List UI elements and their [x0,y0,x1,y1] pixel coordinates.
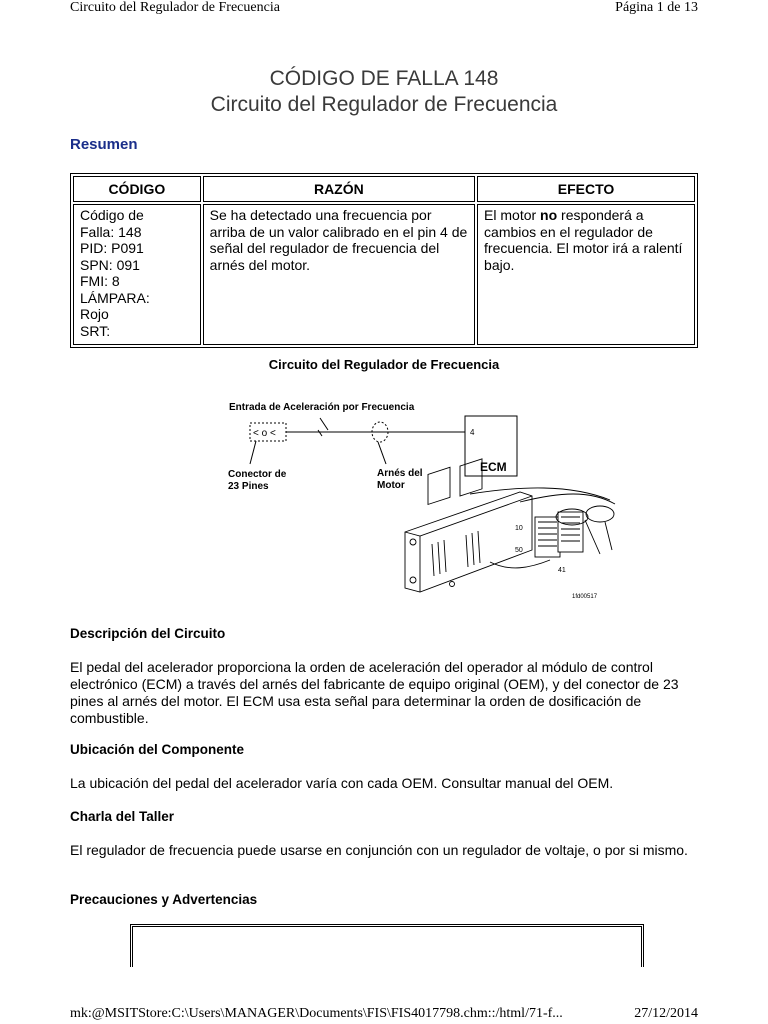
harness-label-line1: Arnés del [377,468,423,479]
page-footer [70,1006,698,1024]
footer-date: 27/12/2014 [634,1006,698,1021]
ecm-module-illustration [405,459,615,592]
circuit-diagram [220,392,620,608]
codigo-cell [73,204,201,345]
table-row [73,204,695,345]
precauciones-heading: Precauciones y Advertencias [70,892,258,907]
column-header-codigo: CÓDIGO [73,176,201,202]
input-label: Entrada de Aceleración por Frecuencia [229,402,415,413]
title-block [0,66,768,118]
codigo-line: LÁMPARA: [80,289,150,306]
diagram-ref-code: 1fd00517 [572,594,598,600]
connector-label-line2: 23 Pines [228,481,269,492]
charla-text: El regulador de frecuencia puede usarse en conjunción con un regulador de voltaje, o por si mismo. [70,842,688,858]
footer-path: mk:@MSITStore:C:\Users\MANAGER\Documents\FIS\FIS4017798.chm::/html/71-f... [70,1006,563,1021]
page-title: CÓDIGO DE FALLA 148 [269,67,499,90]
fault-summary-table [70,173,698,348]
pin-10-label: 10 [515,525,523,532]
codigo-line: Rojo [80,306,109,322]
page-header [70,0,698,20]
efecto-text-post: responderá a cambios en el regulador de frecuencia. El motor irá a ralentí bajo. [484,207,683,273]
charla-heading: Charla del Taller [70,809,175,824]
codigo-line: SRT: [80,322,111,339]
codigo-line: SPN: 091 [80,256,140,273]
efecto-cell [477,204,695,345]
connector-symbol-icon: < o < [253,428,276,439]
ubicacion-text: La ubicación del pedal del acelerador varía con cada OEM. Consultar manual del OEM. [70,775,614,791]
column-header-razon: RAZÓN [203,176,475,202]
connector-label-line1: Conector de [228,469,287,480]
pin-41-label: 41 [558,567,566,574]
header-page-number: Página 1 de 13 [615,0,698,15]
efecto-text-bold: no [540,207,558,223]
connector-leader-line [250,441,256,464]
ecm-pin-number: 4 [470,428,475,437]
ecm-label: ECM [480,460,507,474]
codigo-line: Código de [80,207,144,223]
descripcion-heading: Descripción del Circuito [70,626,226,641]
summary-heading: Resumen [70,136,138,153]
harness-leader-line [378,442,386,464]
input-pointer-line [320,418,328,430]
harness-label-line2: Motor [377,480,405,491]
pin-50-label: 50 [515,547,523,554]
codigo-line: FMI: 8 [80,273,120,289]
page-subtitle: Circuito del Regulador de Frecuencia [210,93,558,116]
ubicacion-heading: Ubicación del Componente [70,742,245,757]
table-header-row [73,176,695,202]
efecto-text-pre: El motor [484,207,541,223]
header-title: Circuito del Regulador de Frecuencia [70,0,280,15]
warning-box [130,924,644,967]
codigo-line: PID: P091 [80,240,144,256]
wire-slash-icon [318,430,322,436]
codigo-line: Falla: 148 [80,223,142,240]
column-header-efecto: EFECTO [477,176,695,202]
diagram-caption: Circuito del Regulador de Frecuencia [268,357,500,372]
descripcion-text: El pedal del acelerador proporciona la orden de aceleración del operador al módulo de control electrónico (ECM) a través del arnés del fabricante de equipo original (OEM), y del conector de 23 pines al arnés del motor. El ECM usa esta señal para determinar la orden de dosificación de combustible. [70,659,679,726]
razon-cell: Se ha detectado una frecuencia por arriba de un valor calibrado en el pin 4 de señal del regulador de frecuencia del arnés del motor. [203,204,475,345]
